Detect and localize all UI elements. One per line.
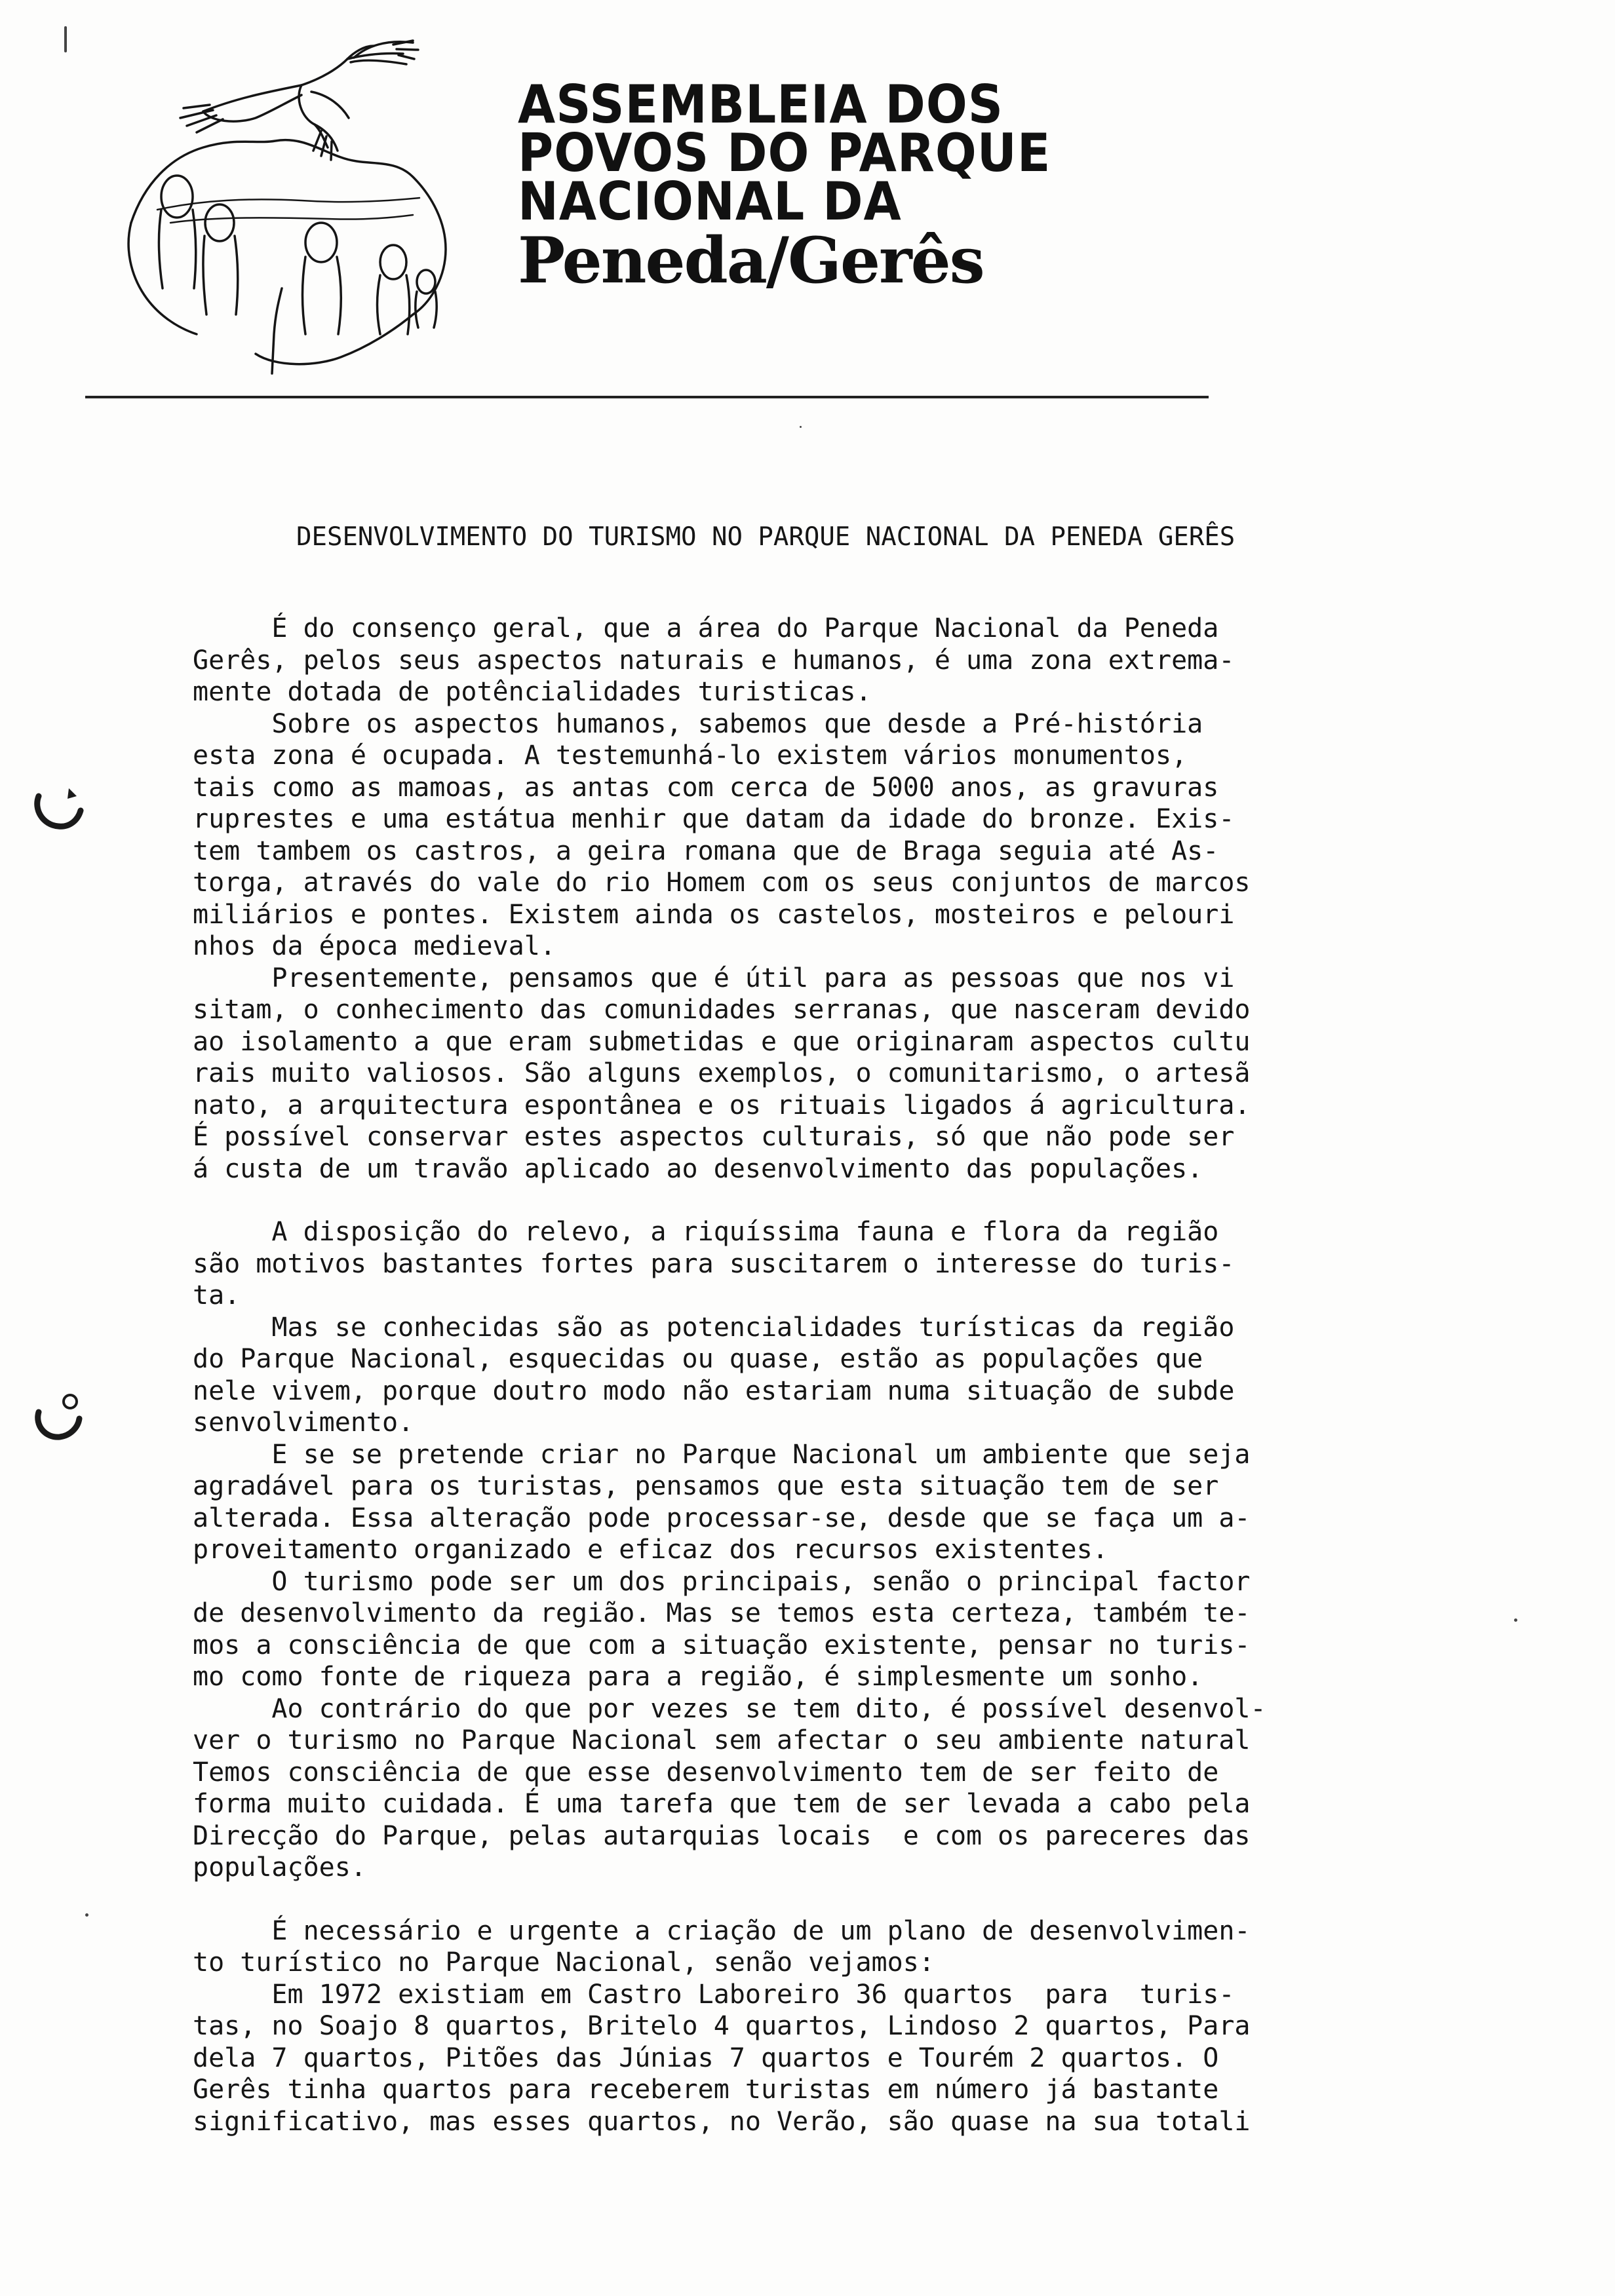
text-line: tem tambem os castros, a geira romana que de Braga seguia até As-: [193, 835, 1219, 866]
document-title: DESENVOLVIMENTO DO TURISMO NO PARQUE NACIONAL DA PENEDA GERÊS: [296, 522, 1236, 552]
eagle-over-mountain-people-icon: [105, 26, 498, 380]
paragraph: [193, 708, 1536, 963]
text-line: nato, a arquitectura espontânea e os rituais ligados á agricultura.: [193, 1090, 1251, 1120]
text-line: Mas se conhecidas são as potencialidades turísticas da região: [193, 1312, 1235, 1343]
text-line: esta zona é ocupada. A testemunhá-lo existem vários monumentos,: [193, 740, 1188, 771]
text-line: tas, no Soajo 8 quartos, Britelo 4 quartos, Lindoso 2 quartos, Para: [193, 2011, 1251, 2041]
text-line: nhos da época medieval.: [193, 931, 556, 961]
text-line: Ao contrário do que por vezes se tem dito, é possível desenvol-: [193, 1693, 1266, 1724]
paragraph: [193, 963, 1536, 1185]
text-line: É possível conservar estes aspectos culturais, só que não pode ser: [193, 1122, 1235, 1152]
text-line: ruprestes e uma estátua menhir que datam da idade do bronze. Exis-: [193, 804, 1235, 834]
text-line: to turístico no Parque Nacional, senão vejamos:: [193, 1947, 935, 1978]
text-line: Direcção do Parque, pelas autarquias locais e com os pareceres das: [193, 1820, 1251, 1851]
scan-mark: [64, 26, 67, 52]
text-line: mo como fonte de riqueza para a região, é simplesmente um sonho.: [193, 1662, 1203, 1692]
text-line: O turismo pode ser um dos principais, senão o principal factor: [193, 1566, 1251, 1597]
text-line: á custa de um travão aplicado ao desenvolvimento das populações.: [193, 1153, 1203, 1184]
paragraph: [193, 1439, 1536, 1566]
text-line: do Parque Nacional, esquecidas ou quase, estão as populações que: [193, 1344, 1203, 1374]
paragraph: [193, 1566, 1536, 1693]
binder-hole-icon: [29, 1386, 85, 1441]
text-line: rais muito valiosos. São alguns exemplos, o comunitarismo, o artesã: [193, 1058, 1251, 1088]
paragraph: [193, 1693, 1536, 1884]
text-line: proveitamento organizado e eficaz dos recursos existentes.: [193, 1535, 1108, 1565]
text-line: Temos consciência de que esse desenvolvimento tem de ser feito de: [193, 1757, 1219, 1788]
text-line: mos a consciência de que com a situação existente, pensar no turis-: [193, 1630, 1251, 1660]
paragraph: [193, 1216, 1536, 1312]
text-line: são motivos bastantes fortes para suscitarem o interesse do turis-: [193, 1248, 1235, 1279]
document-body: [193, 613, 1536, 2137]
org-name-line-3: NACIONAL DA: [518, 171, 902, 233]
text-line: ao isolamento a que eram submetidas e que originaram aspectos cultu: [193, 1026, 1251, 1057]
paragraph: [193, 613, 1536, 708]
scan-mark: [1514, 1618, 1517, 1622]
text-line: Presentemente, pensamos que é útil para as pessoas que nos vi: [193, 963, 1235, 993]
text-line: senvolvimento.: [193, 1407, 414, 1438]
organization-name: [518, 74, 1239, 297]
text-line: miliários e pontes. Existem ainda os castelos, mosteiros e pelouri: [193, 899, 1235, 930]
text-line: E se se pretende criar no Parque Nacional um ambiente que seja: [193, 1439, 1251, 1470]
text-line: mente dotada de potêncialidades turisticas.: [193, 677, 872, 707]
text-line: dela 7 quartos, Pitões das Júnias 7 quartos e Tourém 2 quartos. O: [193, 2042, 1219, 2073]
text-line: alterada. Essa alteração pode processar-se, desde que se faça um a-: [193, 1502, 1251, 1533]
org-name-place: Peneda/Gerês: [518, 223, 984, 297]
scan-mark: [85, 1913, 88, 1917]
text-line: nele vivem, porque doutro modo não estariam numa situação de subde: [193, 1375, 1235, 1406]
text-line: ta.: [193, 1280, 241, 1311]
paragraph: [193, 1312, 1536, 1439]
text-line: significativo, mas esses quartos, no Verão, são quase na sua totali: [193, 2106, 1251, 2137]
text-line: tais como as mamoas, as antas com cerca de 5000 anos, as gravuras: [193, 772, 1219, 803]
text-line: A disposição do relevo, a riquíssima fauna e flora da região: [193, 1217, 1219, 1247]
text-line: Gerês, pelos seus aspectos naturais e humanos, é uma zona extrema-: [193, 645, 1235, 676]
text-line: torga, através do vale do rio Homem com os seus conjuntos de marcos: [193, 868, 1251, 898]
org-name-line-1: ASSEMBLEIA DOS: [518, 74, 1004, 136]
text-line: Sobre os aspectos humanos, sabemos que desde a Pré-história: [193, 708, 1203, 739]
text-line: forma muito cuidada. É uma tarefa que tem de ser levada a cabo pela: [193, 1789, 1251, 1819]
text-line: de desenvolvimento da região. Mas se temos esta certeza, também te-: [193, 1598, 1251, 1628]
text-line: ver o turismo no Parque Nacional sem afectar o seu ambiente natural: [193, 1725, 1251, 1755]
header-divider: [85, 396, 1209, 398]
binder-hole-icon: [29, 776, 85, 832]
text-line: populações.: [193, 1852, 366, 1883]
scan-mark: [800, 426, 802, 428]
text-line: É do consenço geral, que a área do Parque Nacional da Peneda: [193, 613, 1219, 643]
text-line: agradável para os turistas, pensamos que esta situação tem de ser: [193, 1471, 1219, 1501]
org-name-line-2: POVOS DO PARQUE: [518, 123, 1051, 184]
text-line: Gerês tinha quartos para receberem turistas em número já bastante: [193, 2075, 1219, 2105]
text-line: Em 1972 existiam em Castro Laboreiro 36 quartos para turis-: [193, 1979, 1235, 2010]
paragraph: [193, 1915, 1536, 2138]
text-line: sitam, o conhecimento das comunidades serranas, que nasceram devido: [193, 995, 1251, 1025]
text-line: É necessário e urgente a criação de um plano de desenvolvimen-: [193, 1915, 1251, 1946]
